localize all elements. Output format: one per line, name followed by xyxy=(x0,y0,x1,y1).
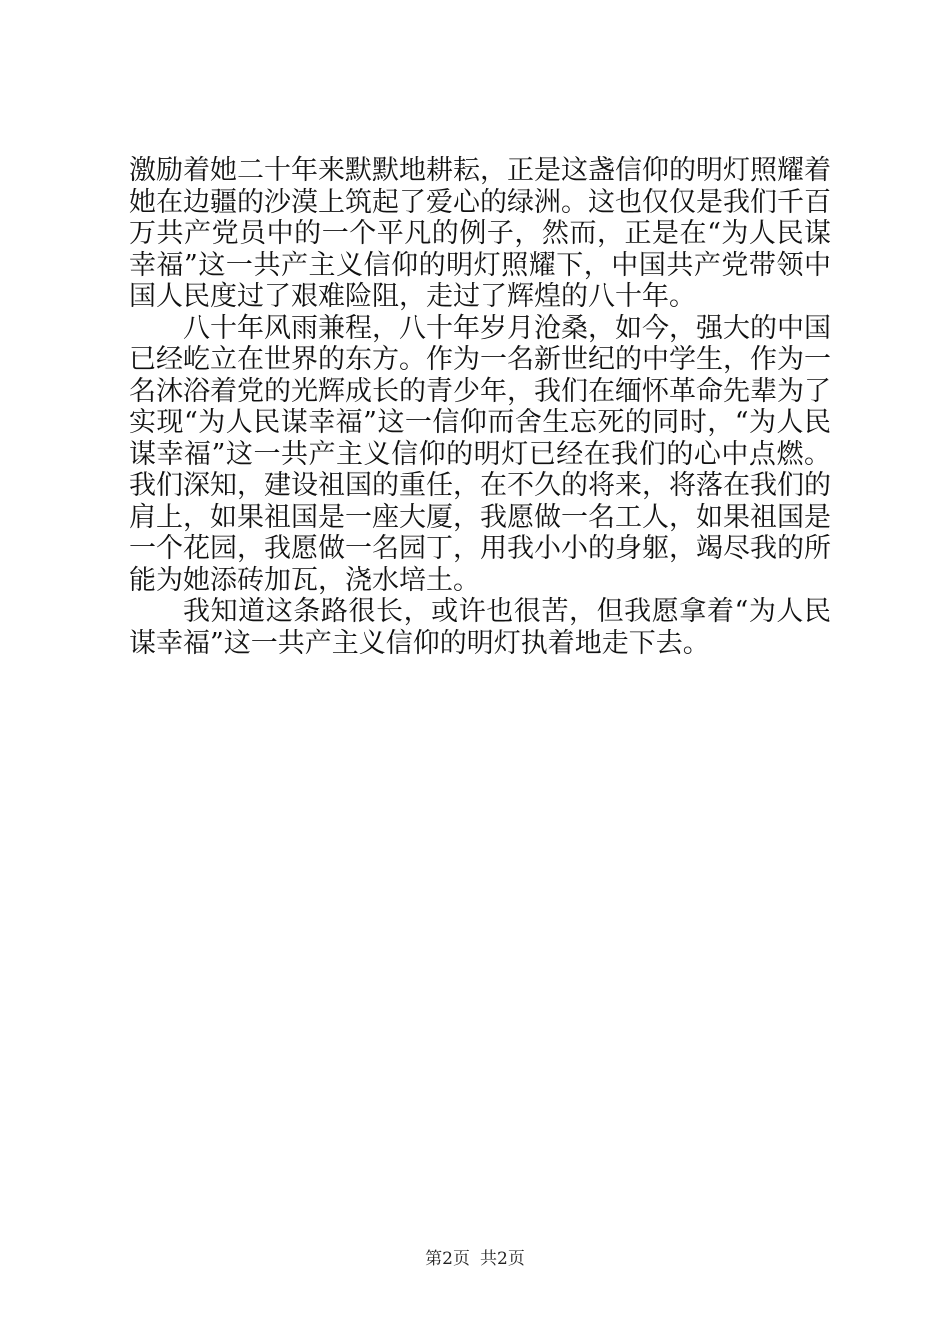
paragraph-3: 我知道这条路很长，或许也很苦，但我愿拿着“为人民谋幸福”这一共产主义信仰的明灯执着地走下去。 xyxy=(129,596,831,659)
page-total: 共2页 xyxy=(480,1249,525,1269)
page-footer xyxy=(0,1244,950,1269)
page-number: 第2页 xyxy=(425,1249,470,1269)
paragraph-1: 激励着她二十年来默默地耕耘，正是这盏信仰的明灯照耀着她在边疆的沙漠上筑起了爱心的绿洲。这也仅仅是我们千百万共产党员中的一个平凡的例子，然而，正是在“为人民谋幸福”这一共产主义信仰的明灯照耀下，中国共产党带领中国人民度过了艰难险阻，走过了辉煌的八十年。 xyxy=(129,155,831,312)
paragraph-2: 八十年风雨兼程，八十年岁月沧桑，如今，强大的中国已经屹立在世界的东方。作为一名新世纪的中学生，作为一名沐浴着党的光辉成长的青少年，我们在缅怀革命先辈为了实现“为人民谋幸福”这一信仰而舍生忘死的同时，“为人民谋幸福”这一共产主义信仰的明灯已经在我们的心中点燃。我们深知，建设祖国的重任，在不久的将来，将落在我们的肩上，如果祖国是一座大厦，我愿做一名工人，如果祖国是一个花园，我愿做一名园丁，用我小小的身躯，竭尽我的所能为她添砖加瓦，浇水培土。 xyxy=(129,312,831,596)
document-body xyxy=(129,155,831,659)
